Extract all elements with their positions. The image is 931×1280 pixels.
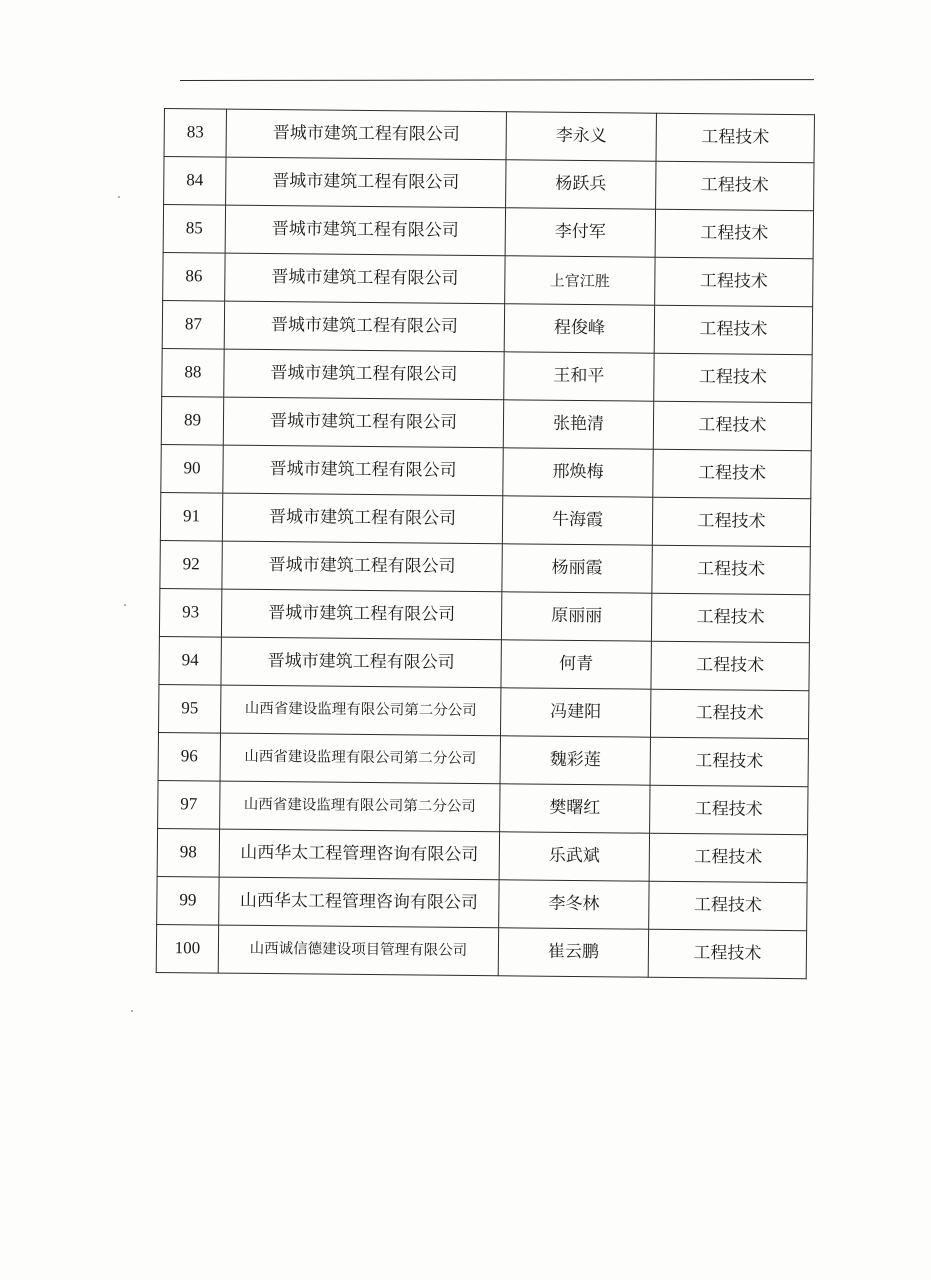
specialty: 工程技术 (652, 497, 810, 547)
table-row (159, 588, 809, 642)
table-row (158, 780, 808, 834)
person-name: 牛海霞 (502, 496, 652, 545)
table-row (159, 684, 809, 738)
table-row (162, 348, 812, 402)
specialty: 工程技术 (651, 641, 809, 691)
table-row (161, 396, 811, 450)
person-name: 张艳清 (503, 400, 653, 449)
specialty: 工程技术 (649, 881, 807, 931)
row-number: 100 (156, 924, 218, 973)
table-row (160, 540, 810, 594)
person-name: 冯建阳 (500, 688, 650, 737)
table-row (157, 828, 807, 882)
specialty: 工程技术 (652, 545, 810, 595)
table-row (162, 300, 812, 354)
scan-speck (131, 1010, 133, 1012)
row-number: 85 (163, 205, 225, 254)
person-name: 王和平 (504, 352, 654, 401)
row-number: 84 (164, 157, 226, 206)
scan-speck (124, 604, 126, 606)
row-number: 92 (160, 540, 222, 589)
row-number: 90 (161, 444, 223, 493)
specialty: 工程技术 (650, 737, 808, 787)
company-name: 晋城市建筑工程有限公司 (221, 589, 501, 640)
row-number: 98 (157, 828, 219, 877)
person-name: 崔云鹏 (498, 928, 648, 977)
company-name: 晋城市建筑工程有限公司 (226, 157, 506, 208)
scan-speck (118, 196, 120, 198)
specialty: 工程技术 (654, 353, 812, 403)
company-name: 晋城市建筑工程有限公司 (225, 205, 505, 256)
person-name: 李永义 (506, 112, 656, 161)
table-row (158, 732, 808, 786)
company-name: 山西华太工程管理咨询有限公司 (219, 877, 499, 928)
person-name: 李付军 (505, 208, 655, 257)
specialty: 工程技术 (656, 113, 814, 163)
person-name: 杨丽霞 (502, 544, 652, 593)
company-name: 山西华太工程管理咨询有限公司 (219, 829, 499, 880)
row-number: 89 (161, 396, 223, 445)
company-name: 晋城市建筑工程有限公司 (224, 349, 504, 400)
person-name: 原丽丽 (501, 592, 651, 641)
specialty: 工程技术 (654, 305, 812, 355)
specialty: 工程技术 (650, 689, 808, 739)
person-name: 何青 (501, 640, 651, 689)
roster-sheet (156, 108, 814, 979)
row-number: 83 (164, 109, 226, 158)
table-row (159, 636, 809, 690)
specialty: 工程技术 (655, 257, 813, 307)
row-number: 99 (157, 876, 219, 925)
row-number: 94 (159, 636, 221, 685)
row-number: 97 (158, 780, 220, 829)
company-name: 晋城市建筑工程有限公司 (222, 541, 502, 592)
table-row (161, 444, 811, 498)
company-name: 山西诚信德建设项目管理有限公司 (218, 925, 498, 976)
specialty: 工程技术 (653, 449, 811, 499)
specialty: 工程技术 (656, 161, 814, 211)
table-row (163, 205, 813, 259)
roster-table-body (156, 109, 814, 979)
specialty: 工程技术 (655, 209, 813, 259)
specialty: 工程技术 (649, 833, 807, 883)
company-name: 晋城市建筑工程有限公司 (223, 397, 503, 448)
row-number: 95 (159, 684, 221, 733)
row-number: 87 (162, 300, 224, 349)
company-name: 晋城市建筑工程有限公司 (225, 253, 505, 304)
row-number: 93 (159, 588, 221, 637)
person-name: 乐武斌 (499, 832, 649, 881)
table-row (164, 157, 814, 211)
company-name: 山西省建设监理有限公司第二分公司 (221, 685, 501, 736)
company-name: 山西省建设监理有限公司第二分公司 (220, 781, 500, 832)
table-row (160, 492, 810, 546)
table-row (157, 876, 807, 930)
row-number: 91 (160, 492, 222, 541)
specialty: 工程技术 (650, 785, 808, 835)
company-name: 晋城市建筑工程有限公司 (224, 301, 504, 352)
specialty: 工程技术 (648, 929, 806, 979)
person-name: 李冬林 (499, 880, 649, 929)
table-row (164, 109, 814, 163)
row-number: 96 (158, 732, 220, 781)
company-name: 山西省建设监理有限公司第二分公司 (220, 733, 500, 784)
person-name: 程俊峰 (504, 304, 654, 353)
roster-table (156, 108, 815, 979)
specialty: 工程技术 (651, 593, 809, 643)
company-name: 晋城市建筑工程有限公司 (223, 445, 503, 496)
row-number: 88 (162, 348, 224, 397)
person-name: 邢焕梅 (503, 448, 653, 497)
company-name: 晋城市建筑工程有限公司 (226, 109, 506, 160)
table-row (163, 252, 813, 306)
person-name: 杨跃兵 (506, 160, 656, 209)
company-name: 晋城市建筑工程有限公司 (221, 637, 501, 688)
person-name: 樊曙红 (500, 784, 650, 833)
person-name: 魏彩莲 (500, 736, 650, 785)
specialty: 工程技术 (653, 401, 811, 451)
table-row (156, 924, 806, 978)
person-name: 上官江胜 (505, 256, 655, 305)
company-name: 晋城市建筑工程有限公司 (222, 493, 502, 544)
row-number: 86 (163, 252, 225, 301)
header-rule (180, 79, 814, 81)
